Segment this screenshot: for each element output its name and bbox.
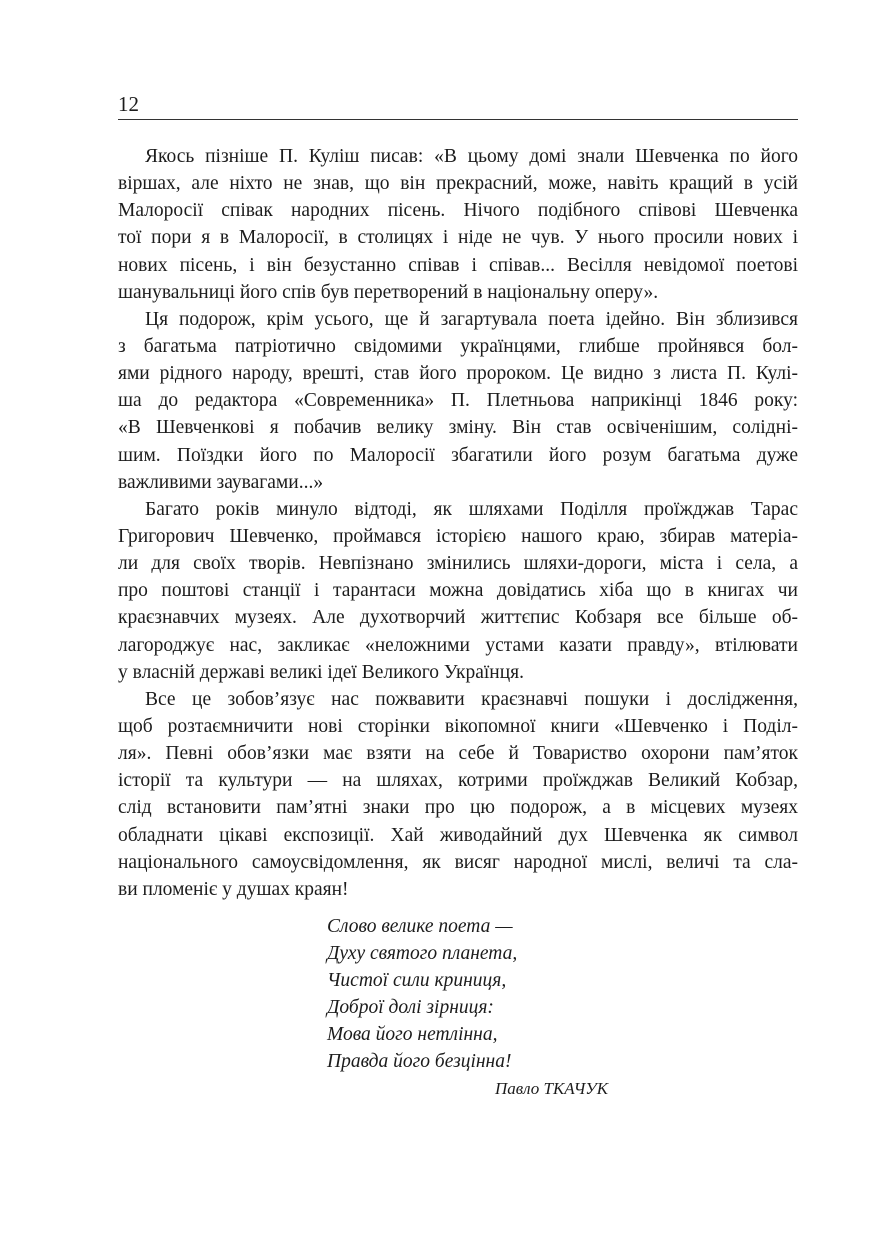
poem-line: Доброї долі зірниця: [327,997,494,1018]
text-line: ля». Певні обов’язки має взяти на себе й Товариство охорони пам’яток [118,743,798,765]
poem-line: Чистої сили криниця, [327,970,507,991]
text-line: ша до редактора «Современника» П. Плетньова наприкінці 1846 року: [118,390,798,412]
text-line: у власній державі великі ідеї Великого Українця. [118,661,525,683]
text-line: краєзнавчих музеях. Але духотворчий життєпис Кобзаря все більше об- [118,607,798,629]
text-line: Ця подорож, крім усього, ще й загартувала поета ідейно. Він зблизився [145,308,798,330]
poem-line: Духу святого планета, [327,943,518,964]
text-line: лагороджує нас, закликає «неложними устами казати правду», втілювати [118,634,798,656]
poem-epigraph [327,913,517,1075]
paragraph-3 [118,496,798,686]
text-line: Григорович Шевченко, проймався історією нашого краю, збирав матеріа- [118,525,798,547]
paragraph-4 [118,686,798,903]
text-line: обладнати цікаві експозиції. Хай живодайний дух Шевченка як символ [118,824,798,846]
text-line: з багатьма патріотично свідомими українцями, глибше пройнявся бол- [118,335,798,357]
text-line: Якось пізніше П. Куліш писав: «В цьому домі знали Шевченка по його [145,146,798,167]
paragraph-1 [118,143,798,306]
poem-author: Павло ТКАЧУК [495,1079,609,1098]
text-line: важливими заувагами...» [118,471,324,493]
text-line: шанувальниці його спів був перетворений в національну оперу». [118,281,659,303]
poem-line: Мова його нетлінна, [327,1024,498,1045]
text-line: «В Шевченкові я побачив велику зміну. Він став освіченішим, солідні- [118,417,798,439]
body-text [118,143,798,903]
header-rule [118,119,798,120]
text-line: нових пісень, і він безустанно співав і співав... Весілля невідомої поетові [118,254,798,276]
text-line: Багато років минуло відтоді, як шляхами Поділля проїжджав Тарас [145,498,798,520]
poem-line: Слово велике поета — [327,916,513,937]
text-line: національного самоусвідомлення, як висяг народної мислі, величі та сла- [118,851,798,873]
text-line: про поштові станції і тарантаси можна довідатись хіба що в книгах чи [118,580,798,602]
text-line: слід встановити пам’ятні знаки про цю подорож, а в місцевих музеях [118,797,798,819]
text-line: ли для своїх творів. Невпізнано змінились шляхи-дороги, міста і села, а [118,553,798,575]
text-line: шим. Поїздки його по Малоросії збагатили його розум багатьма дуже [118,444,798,466]
text-line: щоб розтаємничити нові сторінки вікопомної книги «Шевченко і Поділ- [118,715,798,737]
text-line: історії та культури — на шляхах, котрими проїжджав Великий Кобзар, [118,770,798,792]
text-line: ви пломеніє у душах краян! [118,878,349,900]
paragraph-2 [118,306,798,496]
text-line: тої пори я в Малоросії, в столицях і ніде не чув. У нього просили нових і [118,227,798,249]
text-line: Все це зобов’язує нас пожвавити краєзнавчі пошуки і дослідження, [145,688,798,710]
text-line: віршах, але ніхто не знав, що він прекрасний, може, навіть кращий в усій [118,173,798,195]
text-line: Малоросії співак народних пісень. Нічого подібного співові Шевченка [118,200,798,222]
text-line: ями рідного народу, врешті, став його пророком. Це видно з листа П. Кулі- [118,363,798,385]
page-number: 12 [118,92,139,116]
poem-line: Правда його безцінна! [327,1051,512,1072]
